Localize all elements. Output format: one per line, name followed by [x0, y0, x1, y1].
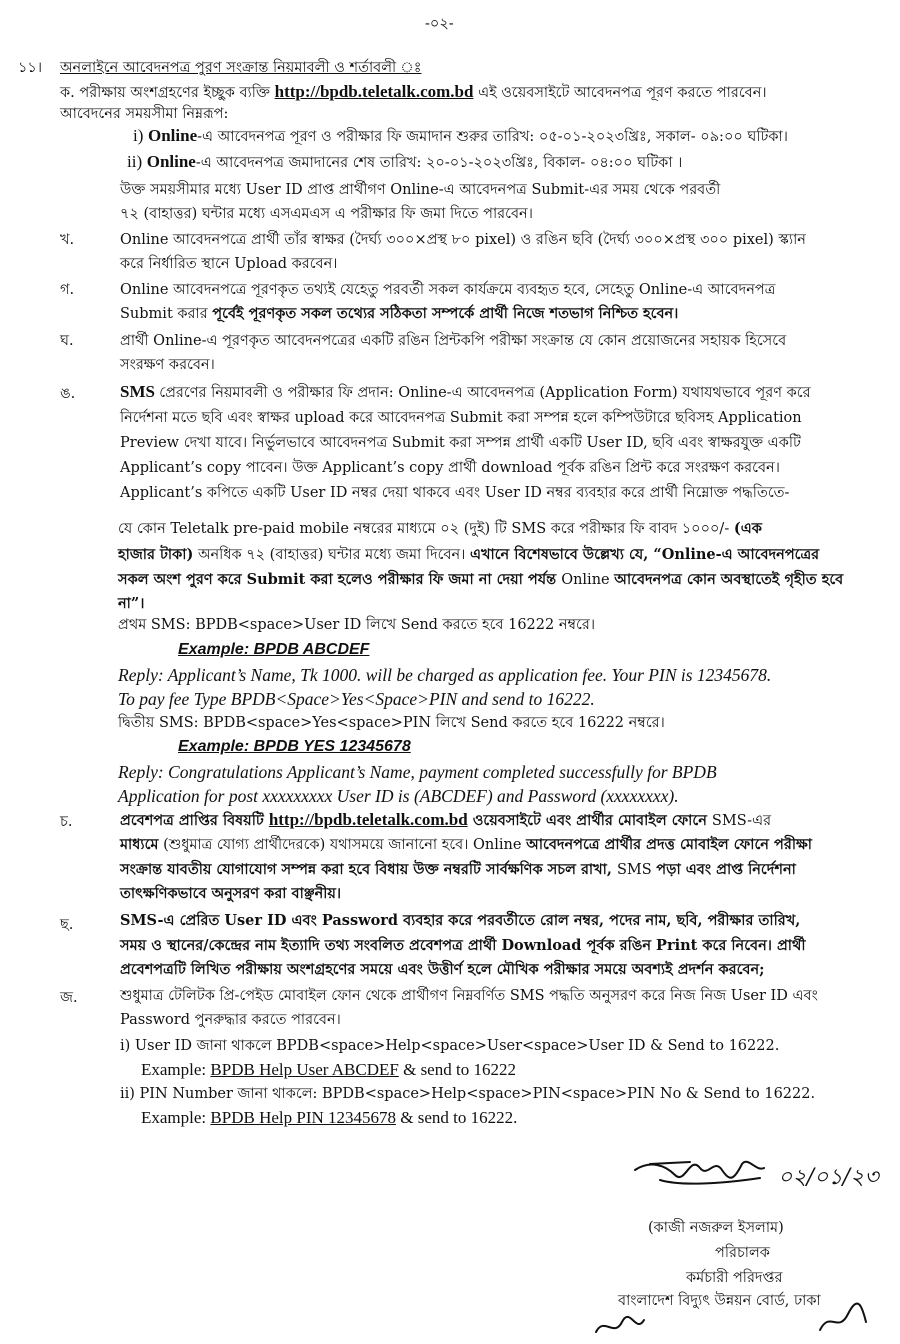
item-umo-line1: SMS প্রেরণের নিয়মাবলী ও পরীক্ষার ফি প্রদান: Online-এ আবেদনপত্র (Application Form) যথাযথভাবে পূরণ করে: [120, 382, 811, 401]
item-gha-label: ঘ.: [60, 333, 74, 349]
sms-para-line4: না”।: [118, 595, 145, 612]
item-cha-label: চ.: [60, 814, 73, 830]
first-sms-instruction: প্রথম SMS: BPDB<space>User ID লিখে Send করতে হবে 16222 নম্বরে।: [118, 617, 596, 633]
item-cha-line1: প্রবেশপত্র প্রাপ্তির বিষয়টি http://bpdb.teletalk.com.bd ওয়েবসাইটে এবং প্রার্থীর মোবাইল ফোনে SMS-এর: [120, 810, 772, 829]
signatory-title: পরিচালক: [715, 1245, 770, 1261]
website-link[interactable]: http://bpdb.teletalk.com.bd: [274, 82, 474, 101]
item-chha-line3: প্রবেশপত্রটি লিখিত পরীক্ষায় অংশগ্রহণের সময়ে এবং উত্তীর্ণ হলে মৌখিক পরীক্ষার সময়ে অবশ্যই প্রদর্শন করবেন;: [120, 961, 765, 978]
item-gha-line1: প্রার্থী Online-এ পূরণকৃত আবেদনপত্রের একটি রঙিন প্রিন্টকপি পরীক্ষা সংক্রান্ত যে কোন প্রয়োজনের সহায়ক হিসেবে: [120, 333, 787, 349]
item-ga-line2: Submit করার পূর্বেই পূরণকৃত সকল তথ্যের সঠিকতা সম্পর্কে প্রার্থী নিজে শতভাগ নিশ্চিত হবেন।: [120, 305, 679, 322]
item-chha-label: ছ.: [60, 917, 74, 933]
item-ka-p2: ৭২ (বাহাত্তর) ঘন্টার মধ্যে এসএমএস এ পরীক্ষার ফি জমা দিতে পারবেন।: [120, 206, 533, 222]
item-chha-line1: SMS-এ প্রেরিত User ID এবং Password ব্যবহার করে পরবর্তীতে রোল নম্বর, পদের নাম, ছবি, পরীক্ষার তারিখ,: [120, 912, 801, 929]
reply-2-line2: Application for post xxxxxxxxx User ID is (ABCDEF) and Password (xxxxxxxx).: [118, 786, 679, 806]
item-umo-line5: Applicant’s কপিতে একটি User ID নম্বর দেয়া থাকবে এবং User ID নম্বর ব্যবহার করে প্রার্থী নিম্নোক্ত পদ্ধতিতে-: [120, 485, 790, 501]
sms-para-line2: হাজার টাকা) অনধিক ৭২ (বাহাত্তর) ঘন্টার মধ্যে জমা দিবেন। এখানে বিশেষভাবে উল্লেখ্য যে, “Online-এ আবেদনপত্রের: [118, 546, 820, 563]
item-ja-line1: শুধুমাত্র টেলিটক প্রি-পেইড মোবাইল ফোন থেকে প্রার্থীগণ নিম্নবর্ণিত SMS পদ্ধতি অনুসরণ করে নিজ নিজ User ID এবং: [120, 988, 818, 1004]
reply-2-line1: Reply: Congratulations Applicant’s Name, payment completed successfully for BPDB: [118, 762, 717, 782]
item-cha-line3: সংক্রান্ত যাবতীয় যোগাযোগ সম্পন্ন করা হবে বিধায় উক্ত নম্বরটি সার্বক্ষণিক সচল রাখা, SMS পড়া এবং প্রাপ্ত নির্দেশনা: [120, 861, 796, 878]
item-cha-line4: তাৎক্ষণিকভাবে অনুসরণ করা বাঞ্ছনীয়।: [120, 885, 342, 902]
item-ka-line1: ক. পরীক্ষায় অংশগ্রহণের ইচ্ছুক ব্যক্তি http://bpdb.teletalk.com.bd এই ওয়েবসাইটে আবেদনপত্র পূরণ করতে পারবেন।: [60, 82, 767, 101]
signatory-organization: বাংলাদেশ বিদ্যুৎ উন্নয়ন বোর্ড, ঢাকা: [618, 1293, 821, 1309]
reply-1-line2: To pay fee Type BPDB<Space>Yes<Space>PIN and send to 16222.: [118, 689, 595, 709]
item-ja-i: i) User ID জানা থাকলে BPDB<space>Help<space>User<space>User ID & Send to 16222.: [120, 1038, 780, 1054]
item-kha-line2: করে নির্ধারিত স্থানে Upload করবেন।: [120, 256, 338, 272]
item-cha-line2: মাধ্যমে (শুধুমাত্র যোগ্য প্রার্থীদেরকে) যথাসময়ে জানানো হবে। Online আবেদনপত্রে প্রার্থীর প্রদত্ত মোবাইল ফোনে পরীক্ষা: [120, 836, 812, 853]
item-umo-line4: Applicant’s copy পাবেন। উক্ত Applicant’s copy প্রার্থী download পূর্বক রঙিন প্রিন্ট করে সংরক্ষণ করবেন।: [120, 460, 780, 476]
item-ja-ii-example: Example: BPDB Help PIN 12345678 & send to 16222.: [141, 1108, 518, 1127]
item-ga-line1: Online আবেদনপত্রে পূরণকৃত তথ্যই যেহেতু পরবর্তী সকল কার্যক্রমে ব্যবহৃত হবে, সেহেতু Online-এ আবেদনপত্র: [120, 282, 776, 298]
item-ka-ii: ii) Online-এ আবেদনপত্র জমাদানের শেষ তারিখ: ২০-০১-২০২৩খ্রিঃ, বিকাল- ০৪:০০ ঘটিকা ।: [127, 152, 683, 171]
website-link-2[interactable]: http://bpdb.teletalk.com.bd: [268, 810, 468, 829]
item-kha-label: খ.: [60, 232, 75, 248]
signatory-name: (কাজী নজরুল ইসলাম): [648, 1220, 784, 1236]
initial-mark-left: [590, 1312, 650, 1342]
second-sms-instruction: দ্বিতীয় SMS: BPDB<space>Yes<space>PIN লিখে Send করতে হবে 16222 নম্বরে।: [118, 715, 665, 731]
item-kha-line1: Online আবেদনপত্রে প্রার্থী তাঁর স্বাক্ষর (দৈর্ঘ্য ৩০০×প্রস্থ ৮০ pixel) ও রঙিন ছবি (দৈর্ঘ্য ৩০০×প্রস্থ ৩০০ pixel) স্ক্যান: [120, 232, 806, 248]
signature-scribble: [630, 1150, 780, 1200]
item-chha-line2: সময় ও স্থানের/কেন্দ্রের নাম ইত্যাদি তথ্য সংবলিত প্রবেশপত্র প্রার্থী Download পূর্বক রঙিন Print করে নিবেন। প্রার্থী: [120, 937, 806, 954]
item-gha-line2: সংরক্ষণ করবেন।: [120, 357, 215, 373]
item-ka-p1: উক্ত সময়সীমার মধ্যে User ID প্রাপ্ত প্রার্থীগণ Online-এ আবেদনপত্র Submit-এর সময় থেকে পরবর্তী: [120, 182, 721, 198]
signature-date: ০২/০১/২৩: [778, 1165, 879, 1190]
item-umo-line2: নির্দেশনা মতে ছবি এবং স্বাক্ষর upload করে আবেদনপত্র Submit করা সম্পন্ন হলে কম্পিউটারে ছবিসহ Application: [120, 410, 802, 426]
item-umo-label: ঙ.: [60, 386, 76, 402]
item-ja-i-example: Example: BPDB Help User ABCDEF & send to 16222: [141, 1060, 516, 1079]
example-2: Example: BPDB YES 12345678: [178, 738, 411, 755]
item-ja-label: জ.: [60, 990, 78, 1006]
item-ja-line2: Password পুনরুদ্ধার করতে পারবেন।: [120, 1012, 341, 1028]
sms-para-line3: সকল অংশ পুরণ করে Submit করা হলেও পরীক্ষার ফি জমা না দেয়া পর্যন্ত Online আবেদনপত্র কোন অবস্থাতেই গৃহীত হবে: [118, 571, 844, 588]
item-ka-i: i) Online-এ আবেদনপত্র পূরণ ও পরীক্ষার ফি জমাদান শুরুর তারিখ: ০৫-০১-২০২৩খ্রিঃ, সকাল- ০৯:০০ ঘটিকা।: [133, 126, 788, 145]
section-heading: অনলাইনে আবেদনপত্র পুরণ সংক্রান্ত নিয়মাবলী ও শর্তাবলী ঃ: [60, 60, 422, 76]
item-umo-line3: Preview দেখা যাবে। নির্ভুলভাবে আবেদনপত্র Submit করা সম্পন্ন প্রার্থী একটি User ID, ছবি এবং স্বাক্ষরযুক্ত একটি: [120, 435, 801, 451]
item-ka-line2: আবেদনের সময়সীমা নিম্নরূপ:: [60, 106, 229, 122]
signatory-office: কর্মচারী পরিদপ্তর: [686, 1270, 783, 1286]
section-number: ১১।: [18, 60, 43, 76]
item-ja-ii: ii) PIN Number জানা থাকলে: BPDB<space>Help<space>PIN<space>PIN No & Send to 16222.: [120, 1086, 816, 1102]
sms-para-line1: যে কোন Teletalk pre-paid mobile নম্বরের মাধ্যমে ০২ (দুই) টি SMS করে পরীক্ষার ফি বাবদ ১০০০/- (এক: [118, 520, 762, 537]
example-1: Example: BPDB ABCDEF: [178, 641, 370, 658]
item-ga-label: গ.: [60, 282, 75, 298]
reply-1-line1: Reply: Applicant’s Name, Tk 1000. will be charged as application fee. Your PIN is 12345678.: [118, 665, 772, 685]
page-number: -০২-: [425, 16, 454, 32]
initial-mark-right: [812, 1300, 872, 1340]
